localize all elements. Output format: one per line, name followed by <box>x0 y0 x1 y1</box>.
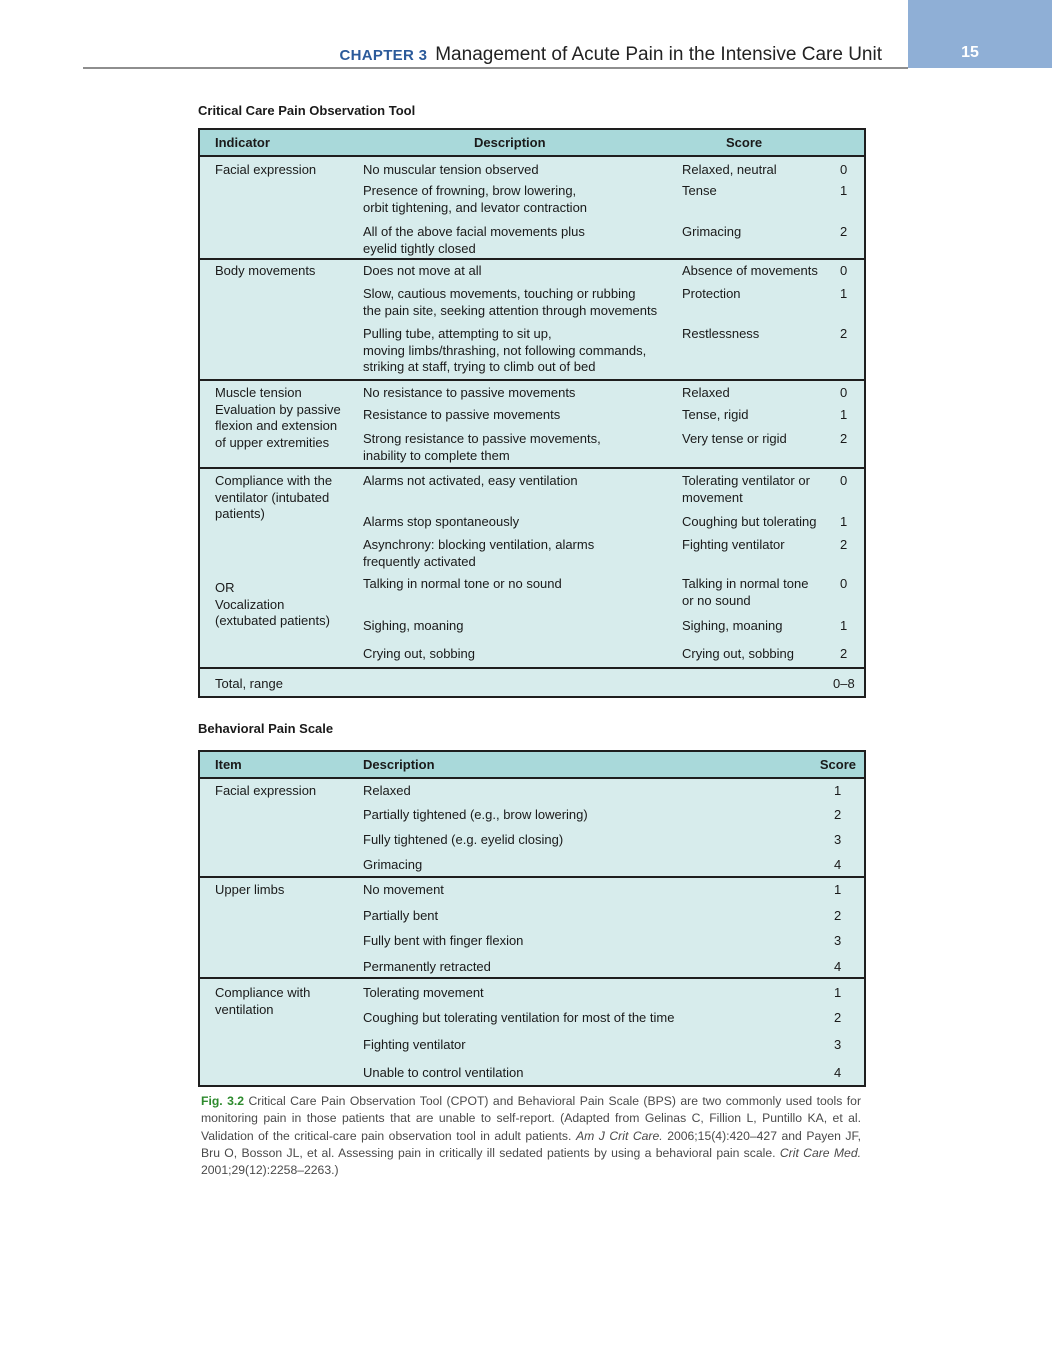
cpot-score-label-line: Restlessness <box>682 326 760 341</box>
caption-text-2: 2006;15(4):420–427 and Payen JF, Bru O, Bosson JL, et al. Assessing pain in critically ill sedated patients by using a behavioral pain scale. <box>201 1128 862 1160</box>
cpot-score-label <box>682 224 741 241</box>
cpot-col-description: Description <box>474 135 546 150</box>
cpot-indicator-alt-line: (extubated patients) <box>215 613 330 628</box>
bps-description: Grimacing <box>363 857 423 872</box>
cpot-score-label-line: Tolerating ventilator or <box>682 473 810 488</box>
bps-score-value: 3 <box>834 832 842 847</box>
bps-description: Partially tightened (e.g., brow lowering) <box>363 807 588 822</box>
bps-description: Tolerating movement <box>363 985 484 1000</box>
bps-description: No movement <box>363 882 444 897</box>
cpot-indicator-line: flexion and extension <box>215 418 338 433</box>
cpot-description-line: the pain site, seeking attention through movements <box>363 302 658 318</box>
cpot-description-line: No resistance to passive movements <box>363 385 576 400</box>
bps-col-item: Item <box>215 757 242 772</box>
cpot-col-indicator: Indicator <box>215 135 270 150</box>
cpot-score-label-line: Protection <box>682 286 741 301</box>
cpot-score-value: 0 <box>840 263 848 278</box>
cpot-description <box>363 646 475 663</box>
cpot-score-label <box>682 263 818 280</box>
cpot-score-label <box>682 326 759 343</box>
cpot-description-line: Resistance to passive movements <box>363 407 561 422</box>
cpot-score-label <box>682 407 748 424</box>
bps-score-value: 4 <box>834 1065 842 1080</box>
group-divider <box>200 876 864 878</box>
caption-journal-2: Crit Care Med. <box>779 1145 861 1160</box>
cpot-title: Critical Care Pain Observation Tool <box>198 103 416 118</box>
cpot-description-line: Does not move at all <box>363 263 482 278</box>
cpot-total-value: 0–8 <box>833 676 855 691</box>
bps-description: Fully bent with finger flexion <box>363 933 524 948</box>
cpot-score-label-line: Relaxed <box>682 385 730 400</box>
cpot-description-line: Crying out, sobbing <box>363 646 476 661</box>
cpot-score-label-line: Relaxed, neutral <box>682 162 777 177</box>
bps-table <box>198 750 866 1087</box>
bps-item <box>215 783 316 800</box>
cpot-description-line: All of the above facial movements plus <box>363 224 585 239</box>
cpot-score-value: 0 <box>840 385 848 400</box>
cpot-description-line: Asynchrony: blocking ventilation, alarms <box>363 537 595 552</box>
cpot-score-value: 1 <box>840 183 848 198</box>
bps-score-value: 4 <box>834 857 842 872</box>
cpot-header-row <box>200 130 864 157</box>
cpot-description-line: frequently activated <box>363 553 476 569</box>
cpot-score-value: 2 <box>840 431 848 446</box>
bps-score-value: 1 <box>834 985 842 1000</box>
cpot-table <box>198 128 866 698</box>
cpot-score-label <box>682 431 787 448</box>
bps-col-score: Score <box>819 757 856 772</box>
caption-text-1: Critical Care Pain Observation Tool (CPOT) and Behavioral Pain Scale (BPS) are two commonly used tools for monitoring pain in those patients that are unable to self-report. (Adapted from Gelinas C, Fillion L, Puntillo KA, et al. Validation of the critical-care pain observation tool in adult patients. <box>201 1094 862 1143</box>
cpot-score-value: 0 <box>840 576 848 591</box>
cpot-description <box>363 618 463 635</box>
chapter-label: CHAPTER 3 <box>339 47 428 64</box>
cpot-indicator-alt-line: OR <box>215 580 235 595</box>
bps-score-value: 1 <box>834 783 842 798</box>
figure-caption <box>201 1093 861 1179</box>
cpot-description-line: Presence of frowning, brow lowering, <box>363 183 577 198</box>
bps-description: Fighting ventilator <box>363 1037 466 1052</box>
cpot-score-label-line: or no sound <box>682 592 751 608</box>
cpot-score-label-line: Very tense or rigid <box>682 431 787 446</box>
bps-item <box>215 882 284 899</box>
cpot-score-value: 1 <box>840 407 848 422</box>
cpot-description <box>363 514 519 531</box>
cpot-score-value: 1 <box>840 618 848 633</box>
bps-description: Coughing but tolerating ventilation for most of the time <box>363 1010 675 1025</box>
cpot-score-label <box>682 162 777 179</box>
bps-description: Relaxed <box>363 783 411 798</box>
cpot-score-label-line: movement <box>682 489 743 505</box>
cpot-description <box>363 473 578 490</box>
cpot-description-line: orbit tightening, and levator contraction <box>363 199 588 215</box>
cpot-score-label-line: Crying out, sobbing <box>682 646 795 661</box>
cpot-score-label-line: Talking in normal tone <box>682 576 809 591</box>
cpot-description-line: Pulling tube, attempting to sit up, <box>363 326 552 341</box>
group-divider <box>200 977 864 979</box>
page-number: 15 <box>961 44 979 61</box>
cpot-indicator-alt-line: Vocalization <box>215 596 285 612</box>
bps-score-value: 3 <box>834 1037 842 1052</box>
cpot-indicator-line: patients) <box>215 506 265 521</box>
cpot-score-value: 1 <box>840 286 848 301</box>
running-header <box>340 44 882 66</box>
bps-score-value: 2 <box>834 908 842 923</box>
cpot-indicator <box>215 162 316 179</box>
cpot-description <box>363 162 539 179</box>
group-divider <box>200 667 864 669</box>
cpot-score-label-line: Tense <box>682 183 717 198</box>
group-divider <box>200 258 864 260</box>
cpot-score-label-line: Tense, rigid <box>682 407 749 422</box>
bps-description: Partially bent <box>363 908 439 923</box>
cpot-score-label-line: Grimacing <box>682 224 742 239</box>
caption-journal-1: Am J Crit Care. <box>575 1128 663 1143</box>
bps-description: Unable to control ventilation <box>363 1065 524 1080</box>
chapter-title: Management of Acute Pain in the Intensive Care Unit <box>435 44 882 65</box>
cpot-description <box>363 576 562 593</box>
cpot-score-label <box>682 646 794 663</box>
bps-item-line: ventilation <box>215 1001 274 1017</box>
cpot-score-value: 1 <box>840 514 848 529</box>
cpot-description-line: moving limbs/thrashing, not following commands, <box>363 342 647 358</box>
figure-label: Fig. 3.2 <box>201 1094 245 1108</box>
cpot-description-line: eyelid tightly closed <box>363 240 476 256</box>
cpot-score-value: 0 <box>840 473 848 488</box>
caption-text-3: 2001;29(12):2258–2263.) <box>201 1163 339 1178</box>
bps-description: Permanently retracted <box>363 959 491 974</box>
cpot-indicator-line: of upper extremities <box>215 434 330 450</box>
cpot-indicator-line: Facial expression <box>215 162 317 177</box>
bps-description: Fully tightened (e.g. eyelid closing) <box>363 832 564 847</box>
bps-title: Behavioral Pain Scale <box>198 721 334 736</box>
cpot-description <box>363 326 646 376</box>
bps-item-line: Upper limbs <box>215 882 285 897</box>
bps-item <box>215 985 310 1018</box>
group-divider <box>200 379 864 381</box>
cpot-description <box>363 385 575 402</box>
cpot-indicator <box>215 385 341 451</box>
cpot-description <box>363 286 657 319</box>
header-rule <box>83 67 908 69</box>
bps-score-value: 2 <box>834 807 842 822</box>
cpot-description-line: inability to complete them <box>363 447 510 463</box>
bps-score-value: 3 <box>834 933 842 948</box>
cpot-score-label-line: Absence of movements <box>682 263 818 278</box>
cpot-score-value: 2 <box>840 224 848 239</box>
cpot-score-label-line: Sighing, moaning <box>682 618 783 633</box>
cpot-description <box>363 431 601 464</box>
cpot-description-line: Alarms not activated, easy ventilation <box>363 473 578 488</box>
bps-col-description: Description <box>363 757 435 772</box>
cpot-description-line: No muscular tension observed <box>363 162 539 177</box>
cpot-description <box>363 183 587 216</box>
cpot-score-value: 2 <box>840 646 848 661</box>
cpot-score-label <box>682 473 810 506</box>
bps-score-value: 1 <box>834 882 842 897</box>
cpot-score-label <box>682 576 808 609</box>
cpot-indicator-line: Evaluation by passive <box>215 401 341 417</box>
bps-item-line: Facial expression <box>215 783 317 798</box>
cpot-description <box>363 224 585 257</box>
cpot-description-line: Strong resistance to passive movements, <box>363 431 601 446</box>
bps-score-value: 4 <box>834 959 842 974</box>
bps-item-line: Compliance with <box>215 985 311 1000</box>
cpot-description-line: Alarms stop spontaneously <box>363 514 520 529</box>
cpot-indicator-alt <box>215 580 330 630</box>
cpot-score-label <box>682 385 730 402</box>
cpot-indicator <box>215 473 332 523</box>
cpot-score-label <box>682 183 717 200</box>
cpot-description-line: striking at staff, trying to climb out of bed <box>363 359 596 374</box>
cpot-score-label <box>682 618 782 635</box>
cpot-description-line: Sighing, moaning <box>363 618 464 633</box>
cpot-score-label <box>682 537 785 554</box>
cpot-col-score: Score <box>726 135 763 150</box>
cpot-score-value: 2 <box>840 326 848 341</box>
cpot-indicator-line: Compliance with the <box>215 473 333 488</box>
bps-score-value: 2 <box>834 1010 842 1025</box>
group-divider <box>200 467 864 469</box>
cpot-score-value: 0 <box>840 162 848 177</box>
cpot-indicator-line: Muscle tension <box>215 385 302 400</box>
cpot-description-line: Talking in normal tone or no sound <box>363 576 562 591</box>
cpot-indicator <box>215 263 315 280</box>
cpot-score-label <box>682 514 816 531</box>
cpot-score-label <box>682 286 741 303</box>
bps-header-row <box>200 752 864 779</box>
cpot-description <box>363 263 482 280</box>
cpot-description <box>363 407 560 424</box>
cpot-description <box>363 537 594 570</box>
cpot-description-line: Slow, cautious movements, touching or rubbing <box>363 286 636 301</box>
cpot-score-value: 2 <box>840 537 848 552</box>
cpot-total-label: Total, range <box>215 676 283 691</box>
cpot-score-label-line: Fighting ventilator <box>682 537 785 552</box>
cpot-indicator-line: ventilator (intubated <box>215 489 330 505</box>
cpot-indicator-line: Body movements <box>215 263 316 278</box>
cpot-score-label-line: Coughing but tolerating <box>682 514 817 529</box>
